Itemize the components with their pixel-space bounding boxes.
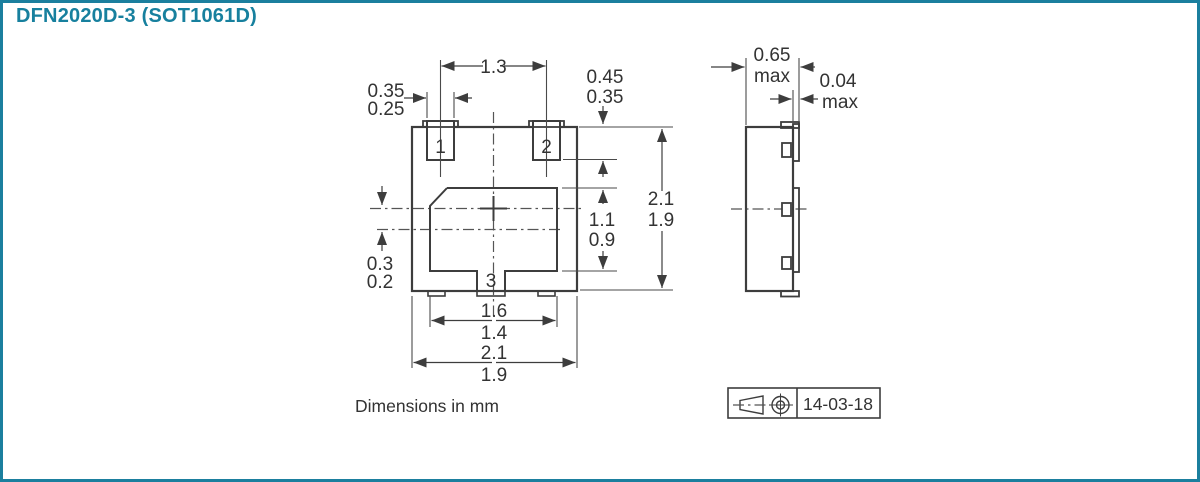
- bottom-foot-right: [538, 291, 555, 296]
- bottom-foot-left: [428, 291, 445, 296]
- pin1-label: 1: [435, 137, 446, 158]
- dim-pad-height-max: 1.1: [588, 210, 616, 231]
- dim-pad-offset-min: 0.2: [366, 272, 394, 293]
- dim-pad-width-min: 1.4: [480, 323, 508, 344]
- dim-thickness-value: 0.65: [753, 45, 791, 66]
- side-terminal-mark: [782, 143, 791, 157]
- pin3-label: 3: [485, 271, 497, 292]
- legend: [355, 388, 880, 418]
- dim-pad-height-min: 0.9: [588, 230, 616, 251]
- dim-pin-pitch-label: 1.3: [480, 57, 507, 78]
- side-foot-bottom: [781, 291, 799, 297]
- dim-pad-width-max: 1.6: [480, 301, 508, 322]
- pin2-label: 2: [541, 137, 552, 158]
- dim-terminal-length-min: 0.35: [586, 87, 624, 108]
- dim-standoff-qualifier: max: [822, 92, 858, 113]
- units-note: Dimensions in mm: [355, 396, 499, 416]
- page-title: DFN2020D-3 (SOT1061D): [16, 5, 257, 27]
- dim-body-width-max: 2.1: [480, 343, 508, 364]
- dim-body-height-max: 2.1: [647, 189, 675, 210]
- dim-standoff-value: 0.04: [819, 71, 857, 92]
- side-view: [711, 45, 858, 297]
- dim-terminal-length-max: 0.45: [586, 67, 624, 88]
- dim-pad-offset-max: 0.3: [366, 254, 394, 275]
- dim-terminal-width-max: 0.35: [367, 81, 405, 102]
- dim-terminal-width-min: 0.25: [367, 99, 405, 120]
- dim-thickness-qualifier: max: [754, 66, 790, 87]
- revision-date: 14-03-18: [802, 394, 874, 414]
- dim-body-width-min: 1.9: [480, 365, 508, 386]
- dim-body-height-min: 1.9: [647, 210, 675, 231]
- side-terminal-mark: [782, 203, 791, 216]
- front-view: [367, 57, 674, 386]
- side-terminal-mark: [782, 257, 791, 269]
